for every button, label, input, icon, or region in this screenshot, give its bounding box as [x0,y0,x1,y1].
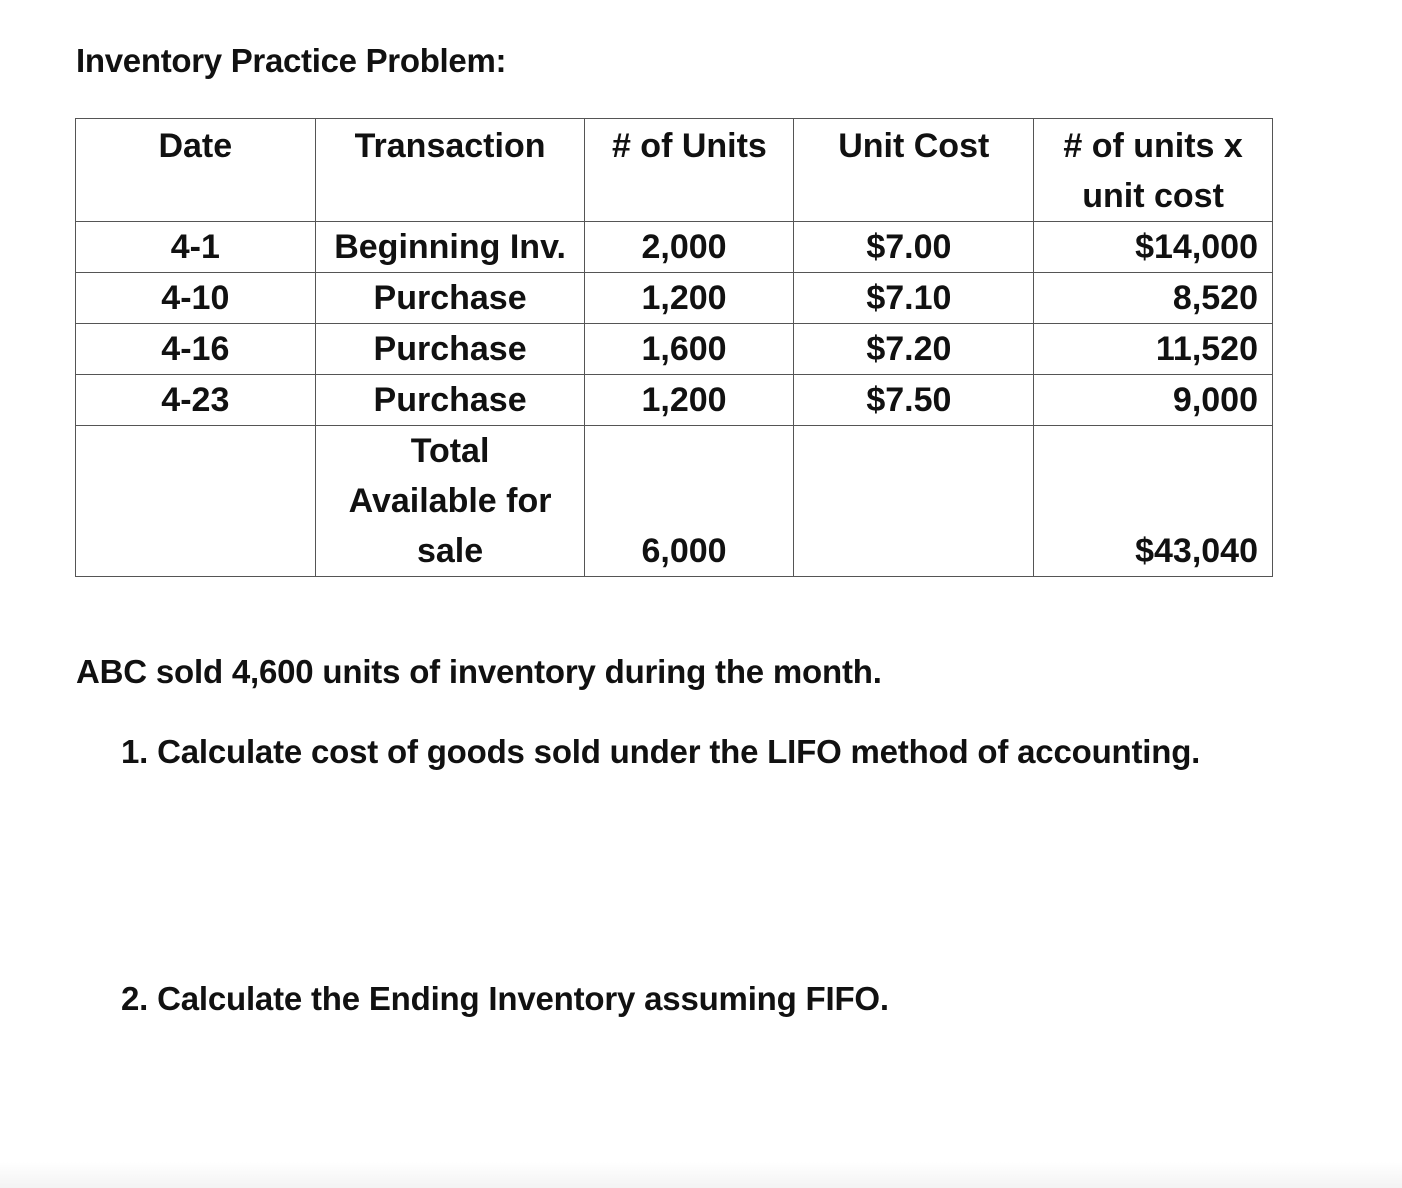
total-cost-value: $43,040 [1034,426,1273,577]
row-unit-cost: $7.10 [794,273,1034,324]
table-row [76,375,1273,426]
total-units: 6,000 [585,426,794,577]
problem-statement: ABC sold 4,600 units of inventory during the month. [76,653,882,690]
row-total: 11,520 [1034,324,1273,375]
total-date-empty [76,426,316,577]
row-unit-cost: $7.50 [794,375,1034,426]
row-unit-cost: $7.20 [794,324,1034,375]
header-date: Date [76,119,316,222]
row-total: 8,520 [1034,273,1273,324]
row-transaction: Purchase [315,375,585,426]
row-units: 1,200 [585,375,794,426]
page-bottom-edge [0,1162,1402,1188]
total-cost-empty [794,426,1034,577]
inventory-table [75,118,1273,577]
question-2: 2. Calculate the Ending Inventory assuming FIFO. [121,980,889,1017]
total-available-row [76,426,1273,577]
row-transaction: Purchase [315,273,585,324]
row-date: 4-10 [76,273,316,324]
header-total-cost [1034,119,1273,222]
question-1: 1. Calculate cost of goods sold under the LIFO method of accounting. [121,733,1201,770]
total-label-line2: Available for [348,482,552,520]
total-label-line3: sale [416,532,484,570]
row-units: 2,000 [585,222,794,273]
row-units: 1,200 [585,273,794,324]
row-transaction: Beginning Inv. [315,222,585,273]
row-date: 4-16 [76,324,316,375]
header-units: # of Units [585,119,794,222]
total-label-line1: Total [410,432,490,470]
table-row [76,222,1273,273]
row-date: 4-1 [76,222,316,273]
row-total: 9,000 [1034,375,1273,426]
page-title: Inventory Practice Problem: [76,42,507,79]
row-total: $14,000 [1034,222,1273,273]
row-transaction: Purchase [315,324,585,375]
row-unit-cost: $7.00 [794,222,1034,273]
table-row [76,273,1273,324]
header-total-line1: # of units x [1063,127,1243,165]
table-row [76,324,1273,375]
header-unit-cost: Unit Cost [794,119,1034,222]
row-units: 1,600 [585,324,794,375]
total-available-label [315,426,585,577]
header-total-line2: unit cost [1082,177,1224,215]
header-transaction: Transaction [315,119,585,222]
row-date: 4-23 [76,375,316,426]
table-header-row [76,119,1273,222]
